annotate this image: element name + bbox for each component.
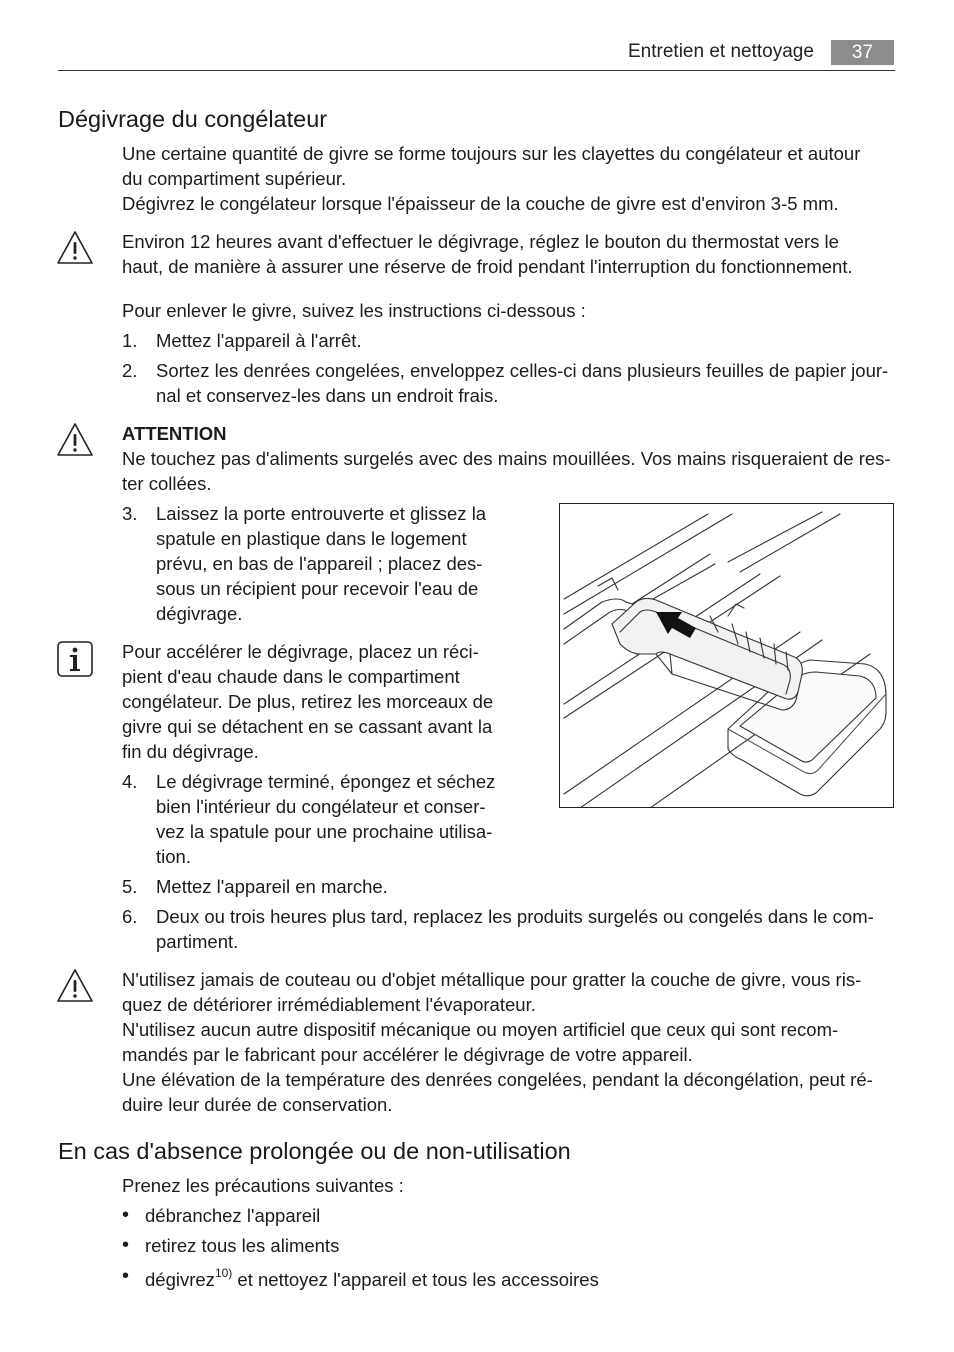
- page-number: 37: [831, 40, 894, 65]
- warning-triangle-icon: [56, 967, 94, 1005]
- warning-line: N'utilisez jamais de couteau ou d'objet métallique pour gratter la couche de givre, vous ris-: [122, 969, 862, 990]
- step-text: Le dégivrage terminé, épongez et séchez: [156, 771, 496, 792]
- bullet-marker: •: [122, 1234, 130, 1256]
- intro-line: Dégivrez le congélateur lorsque l'épaisseur de la couche de givre est d'environ 3-5 mm.: [122, 193, 839, 214]
- step-text: sous un récipient pour recevoir l'eau de: [156, 578, 479, 599]
- defrost-scraper-illustration: [559, 503, 894, 808]
- step-number: 2.: [122, 360, 138, 381]
- step-text: Mettez l'appareil à l'arrêt.: [156, 330, 362, 351]
- bullet-marker: •: [122, 1265, 130, 1287]
- step-text: dégivrage.: [156, 603, 243, 624]
- footnote-reference[interactable]: 10): [214, 1265, 233, 1280]
- attention-label: ATTENTION: [122, 423, 227, 444]
- intro-line: du compartiment supérieur.: [122, 168, 347, 189]
- warning-line: mandés par le fabricant pour accélérer le dégivrage de votre appareil.: [122, 1044, 693, 1065]
- intro-line: Une certaine quantité de givre se forme toujours sur les clayettes du congélateur et autour: [122, 143, 861, 164]
- step-text: nal et conservez-les dans un endroit frais.: [156, 385, 499, 406]
- bullet-marker: •: [122, 1204, 130, 1226]
- attention-line: Ne touchez pas d'aliments surgelés avec des mains mouillées. Vos mains risqueraient de res-: [122, 448, 891, 469]
- info-icon: [56, 640, 94, 678]
- section-title-absence: En cas d'absence prolongée ou de non-utilisation: [58, 1138, 571, 1164]
- step-text: Sortez les denrées congelées, enveloppez celles-ci dans plusieurs feuilles de papier jour-: [156, 360, 889, 381]
- step-number: 1.: [122, 330, 138, 351]
- attention-line: ter collées.: [122, 473, 212, 494]
- step-text: prévu, en bas de l'appareil ; placez des-: [156, 553, 483, 574]
- steps-intro: Pour enlever le givre, suivez les instructions ci-dessous :: [122, 300, 586, 321]
- info-line: givre qui se détachent en se cassant avant la: [122, 716, 493, 737]
- warning-line: Environ 12 heures avant d'effectuer le dégivrage, réglez le bouton du thermostat vers le: [122, 231, 839, 252]
- info-line: pient d'eau chaude dans le compartiment: [122, 666, 460, 687]
- bullet-item-text: et nettoyez l'appareil et tous les accessoires: [232, 1269, 599, 1290]
- step-text: vez la spatule pour une prochaine utilisa-: [156, 821, 493, 842]
- warning-triangle-icon: [56, 421, 94, 459]
- step-text: Laissez la porte entrouverte et glissez la: [156, 503, 487, 524]
- step-text: tion.: [156, 846, 191, 867]
- step-text: Mettez l'appareil en marche.: [156, 876, 388, 897]
- info-line: congélateur. De plus, retirez les morceaux de: [122, 691, 494, 712]
- warning-line: haut, de manière à assurer une réserve de froid pendant l'interruption du fonctionnement.: [122, 256, 853, 277]
- step-text: spatule en plastique dans le logement: [156, 528, 467, 549]
- section-header-title: Entretien et nettoyage: [628, 41, 814, 62]
- header-divider: [58, 70, 895, 71]
- bullet-item: [145, 1267, 599, 1292]
- info-line: fin du dégivrage.: [122, 741, 259, 762]
- step-text: partiment.: [156, 931, 239, 952]
- step-number: 3.: [122, 503, 138, 524]
- bullet-item: retirez tous les aliments: [145, 1235, 340, 1256]
- section-title-defrost: Dégivrage du congélateur: [58, 106, 328, 132]
- step-number: 4.: [122, 771, 138, 792]
- step-number: 6.: [122, 906, 138, 927]
- warning-triangle-icon: [56, 229, 94, 267]
- warning-line: quez de détériorer irrémédiablement l'évaporateur.: [122, 994, 536, 1015]
- step-text: Deux ou trois heures plus tard, replacez les produits surgelés ou congelés dans le com-: [156, 906, 874, 927]
- step-number: 5.: [122, 876, 138, 897]
- step-text: bien l'intérieur du congélateur et conser-: [156, 796, 486, 817]
- scraper-drawing: [560, 504, 894, 808]
- warning-line: duire leur durée de conservation.: [122, 1094, 393, 1115]
- warning-line: N'utilisez aucun autre dispositif mécanique ou moyen artificiel que ceux qui sont recom-: [122, 1019, 839, 1040]
- info-line: Pour accélérer le dégivrage, placez un réci-: [122, 641, 479, 662]
- bullet-item: débranchez l'appareil: [145, 1205, 321, 1226]
- warning-line: Une élévation de la température des denrées congelées, pendant la décongélation, peut ré-: [122, 1069, 873, 1090]
- bullet-item-text: dégivrez: [145, 1269, 215, 1290]
- precautions-intro: Prenez les précautions suivantes :: [122, 1175, 404, 1196]
